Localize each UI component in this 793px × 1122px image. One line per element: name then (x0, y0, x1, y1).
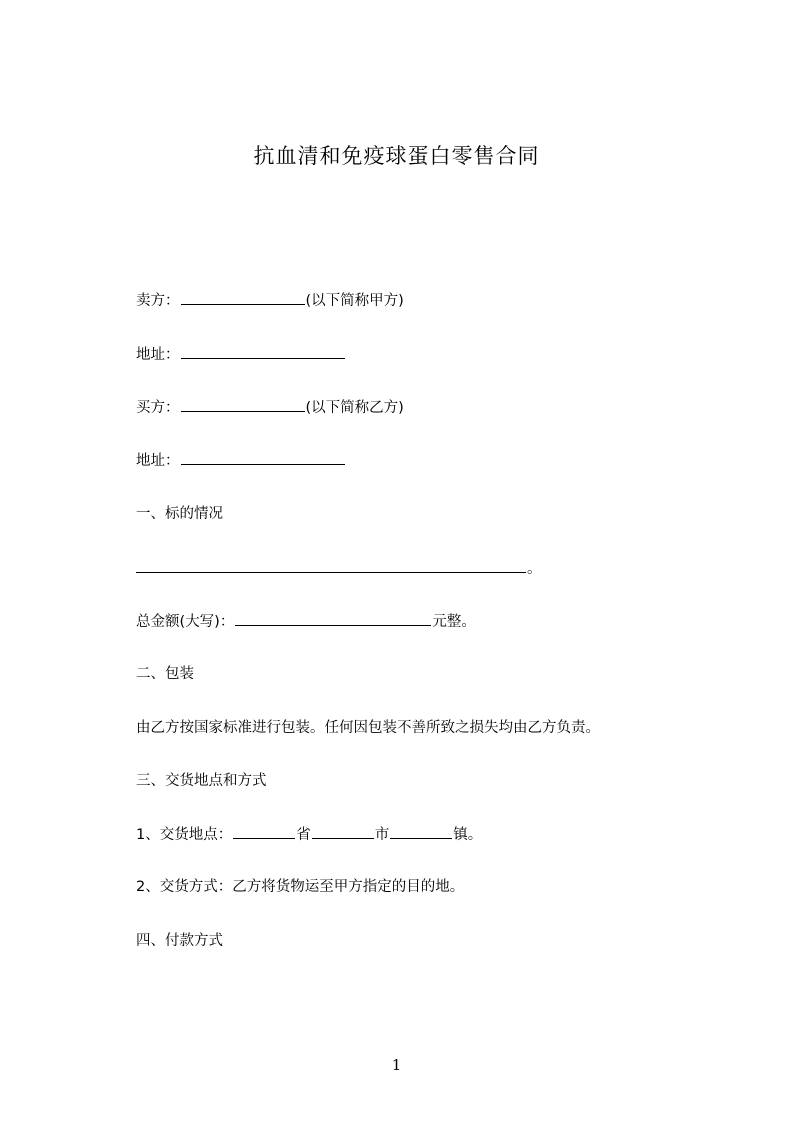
buyer-address-line (136, 450, 346, 471)
seller-label: 卖方： (136, 293, 180, 309)
buyer-suffix: (以下简称乙方) (305, 400, 404, 416)
section3-heading: 三、交货地点和方式 (136, 773, 267, 789)
seller-suffix: (以下简称甲方) (305, 293, 404, 309)
section2-heading: 二、包装 (136, 666, 194, 682)
seller-address-label: 地址： (136, 347, 180, 363)
buyer-address-blank (181, 450, 345, 465)
town-blank (390, 824, 452, 839)
seller-address-line (136, 344, 346, 365)
packaging-text: 由乙方按国家标准进行包装。任何因包装不善所致之损失均由乙方负责。 (136, 720, 600, 736)
total-amount-suffix: 元整。 (432, 614, 476, 630)
city-blank (312, 824, 374, 839)
section1-heading: 一、标的情况 (136, 506, 223, 522)
province-label: 省 (296, 827, 311, 843)
subject-matter-end: 。 (527, 561, 542, 577)
buyer-name-blank (181, 397, 305, 412)
total-amount-line (136, 611, 476, 632)
subject-matter-line (136, 558, 542, 579)
buyer-label: 买方： (136, 400, 180, 416)
city-label: 市 (374, 827, 390, 843)
delivery-place-label: 1、交货地点： (136, 827, 233, 843)
buyer-line (136, 397, 404, 418)
province-blank (233, 824, 295, 839)
page-number: 1 (391, 1056, 402, 1074)
seller-name-blank (181, 290, 305, 305)
town-label: 镇。 (453, 827, 483, 843)
document-title: 抗血清和免疫球蛋白零售合同 (253, 144, 540, 168)
delivery-method-line: 2、交货方式：乙方将货物运至甲方指定的目的地。 (136, 879, 465, 895)
buyer-address-label: 地址： (136, 453, 180, 469)
seller-line (136, 290, 404, 311)
seller-address-blank (181, 344, 345, 359)
delivery-place-line (136, 824, 482, 845)
subject-matter-blank (136, 558, 526, 573)
total-amount-label: 总金额(大写)： (136, 614, 235, 630)
total-amount-blank (235, 611, 431, 626)
section4-heading: 四、付款方式 (136, 933, 223, 949)
